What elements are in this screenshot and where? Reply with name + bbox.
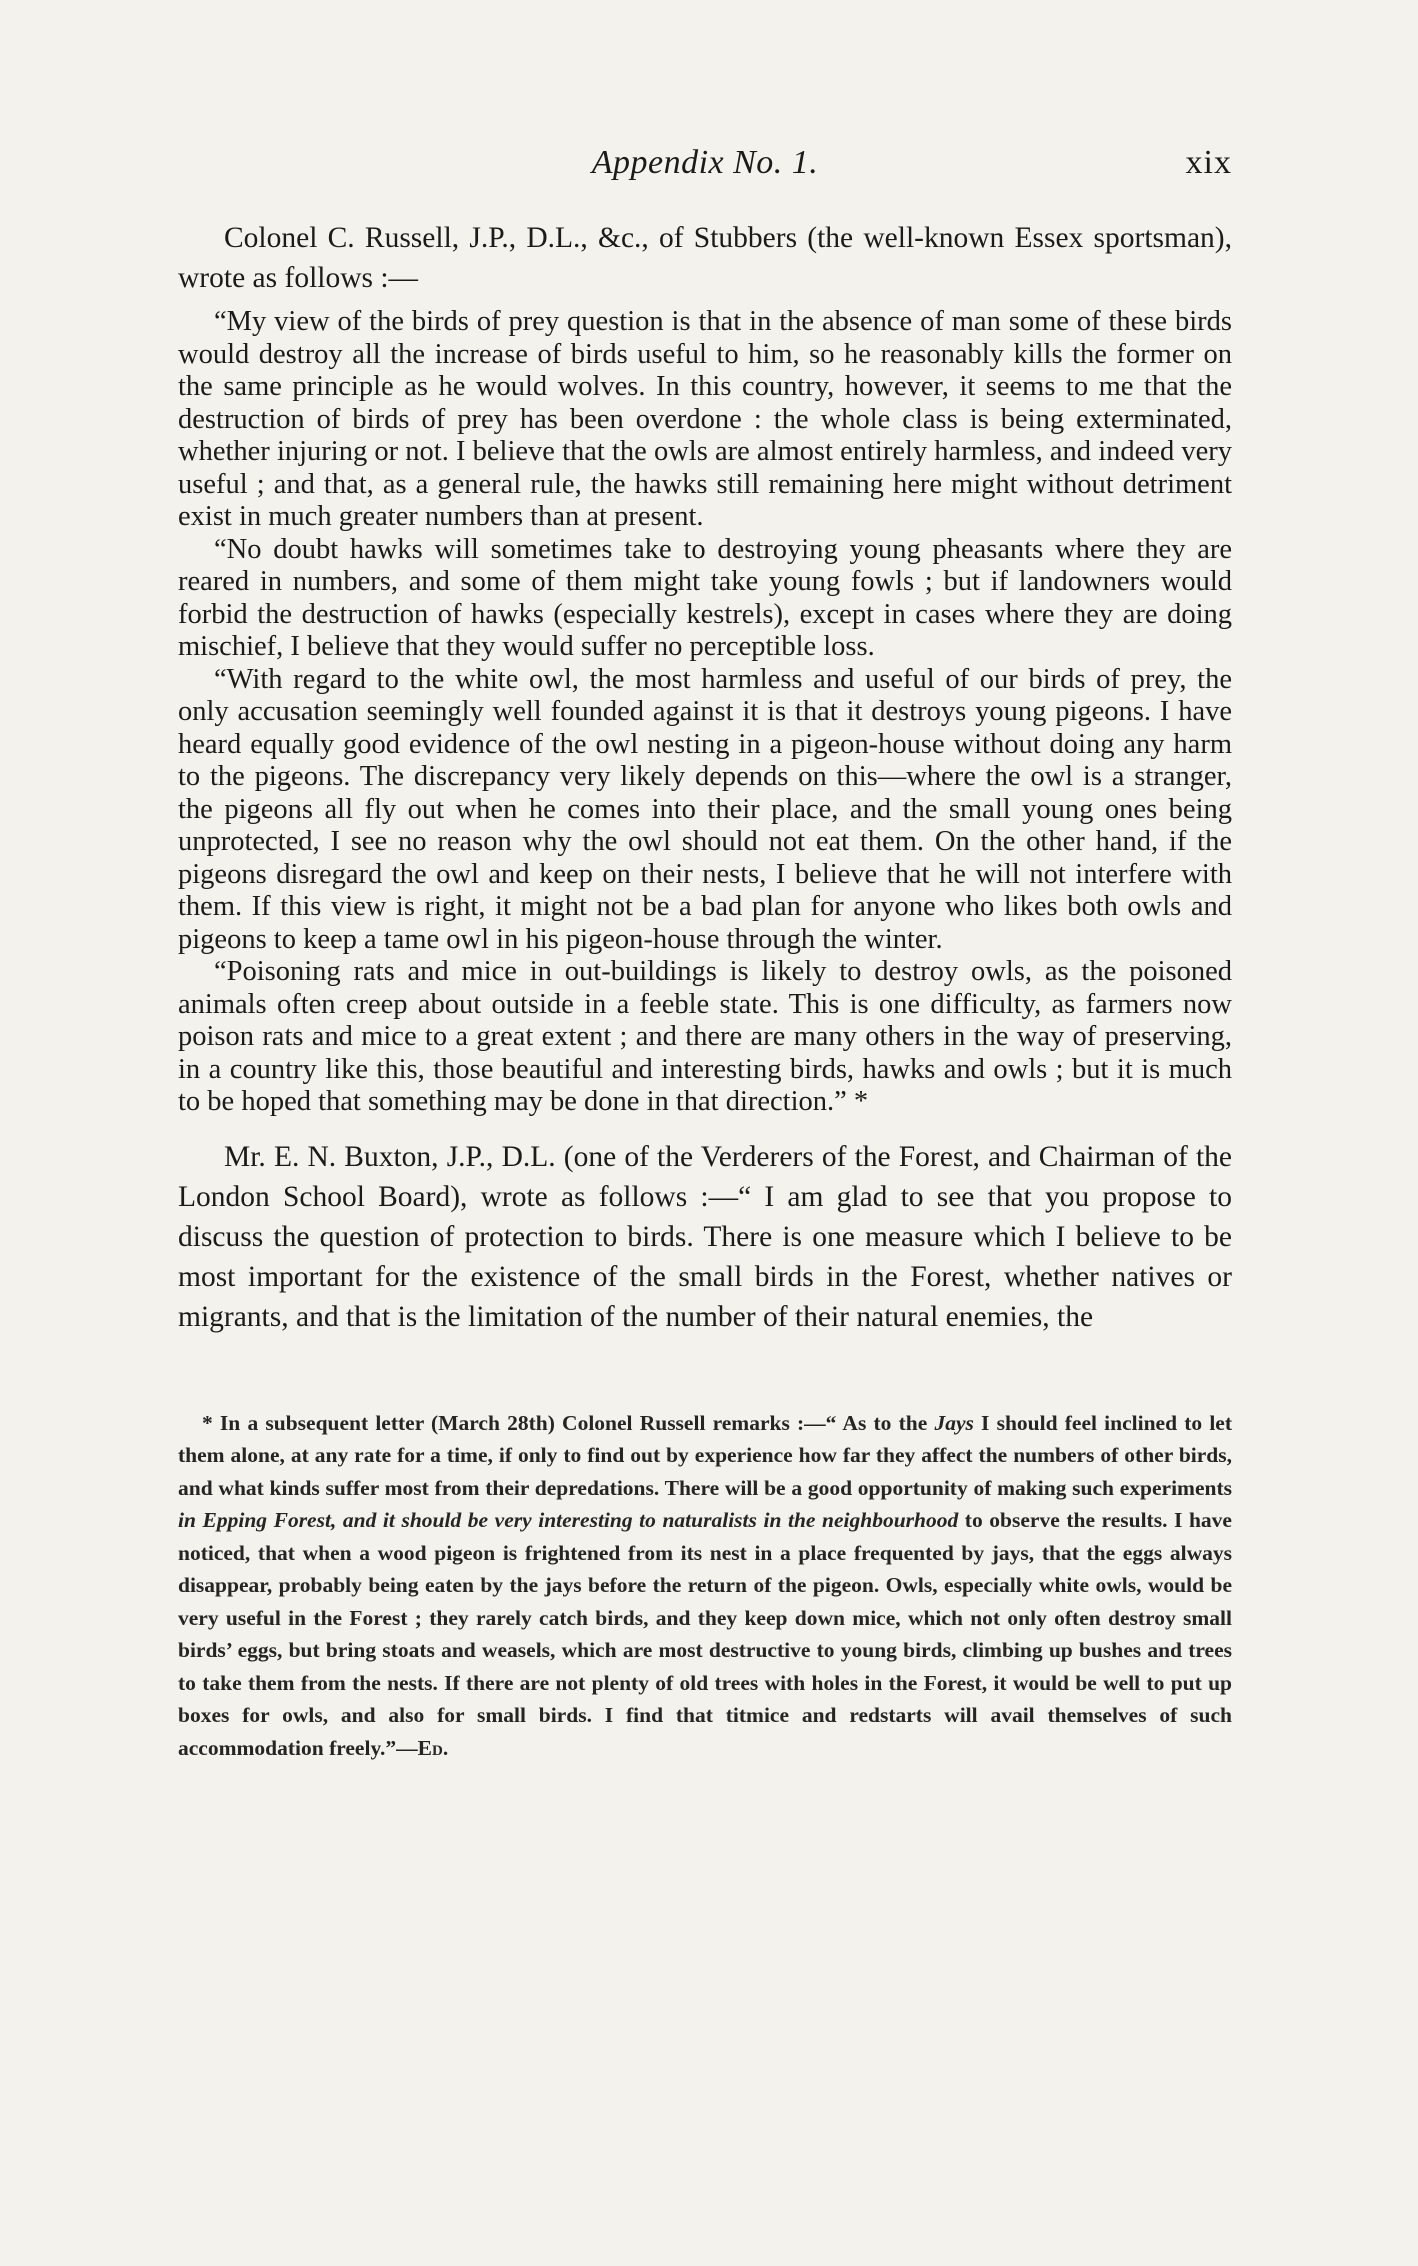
footnote-jays: Jays	[934, 1410, 974, 1435]
footnote-separator	[178, 1337, 1232, 1407]
editor-signature: Ed.	[417, 1735, 449, 1760]
footnote-text-2: I should feel inclined to let them alone, at any rate for a time, if only to find out by experience how far they affect the numbers of other birds, and what kinds suffer most from their depredations. There will be a good opportunity of making such experiments	[178, 1410, 1232, 1500]
page-number: xix	[1185, 144, 1232, 181]
intro-paragraph: Colonel C. Russell, J.P., D.L., &c., of Stubbers (the well-known Essex sportsman), wrote as follows :—	[178, 222, 1232, 294]
running-header	[178, 140, 1232, 196]
buxton-paragraph: Mr. E. N. Buxton, J.P., D.L. (one of the Verderers of the Forest, and Chairman of the London School Board), wrote as follows :—“ I am glad to see that you propose to discuss the question of protection to birds. There is one measure which I believe to be most important for the existence of the small birds in the Forest, whether natives or migrants, and that is the limitation of the number of their natural enemies, the	[178, 1140, 1232, 1333]
quote-paragraph-1: “My view of the birds of prey question is that in the absence of man some of these birds would destroy all the increase of birds useful to him, so he reasonably kills the former on the same principle as he would wolves. In this country, however, it seems to me that the destruction of birds of prey has been overdone : the whole class is being exterminated, whether injuring or not. I believe that the owls are almost entirely harmless, and indeed very useful ; and that, as a general rule, the hawks still remaining here might without detriment exist in much greater numbers than at present.	[178, 306, 1232, 532]
page	[178, 140, 1232, 1764]
footnote	[178, 1407, 1232, 1765]
footnote-epping: in Epping Forest, and it should be very interesting to naturalists in the neighbourhood	[178, 1508, 959, 1532]
footnote-text-3: to observe the results. I have noticed, that when a wood pigeon is frightened from its nest in a place frequented by jays, that the eggs always disappear, probably being eaten by the jays before the return of the pigeon. Owls, especially white owls, would be very useful in the Forest ; they rarely catch birds, and they keep down mice, which not only often destroy small birds’ eggs, but bring stoats and weasels, which are most destructive to young birds, climbing up bushes and trees to take them from the nests. If there are not plenty of old trees with holes in the Forest, it would be well to put up boxes for owls, and also for small birds. I find that titmice and redstarts will avail themselves of such accommodation freely.”—	[178, 1508, 1232, 1760]
quote-paragraph-4: “Poisoning rats and mice in out-buildings is likely to destroy owls, as the poisoned animals often creep about outside in a feeble state. This is one difficulty, as farmers now poison rats and mice to a great extent ; and there are many others in the way of preserving, in a country like this, those beautiful and interesting birds, hawks and owls ; but it is much to be hoped that something may be done in that direction.” *	[178, 956, 1232, 1117]
running-title: Appendix No. 1.	[591, 144, 819, 181]
quote-paragraph-3: “With regard to the white owl, the most harmless and useful of our birds of prey, the only accusation seemingly well founded against it is that it destroys young pigeons. I have heard equally good evidence of the owl nesting in a pigeon-house without doing any harm to the pigeons. The discrepancy very likely depends on this—where the owl is a stranger, the pigeons all fly out when he comes into their place, and the small young ones being unprotected, I see no reason why the owl should not eat them. On the other hand, if the pigeons disregard the owl and keep on their nests, I believe that he will not interfere with them. If this view is right, it might not be a bad plan for anyone who likes both owls and pigeons to keep a tame owl in his pigeon-house through the winter.	[178, 663, 1232, 955]
quote-paragraph-2: “No doubt hawks will sometimes take to destroying young pheasants where they are reared in numbers, and some of them might take young fowls ; but if landowners would forbid the destruction of hawks (especially kestrels), except in cases where they are doing mischief, I believe that they would suffer no perceptible loss.	[178, 533, 1232, 662]
footnote-text-1: * In a subsequent letter (March 28th) Colonel Russell remarks :—“ As to the	[202, 1410, 935, 1435]
